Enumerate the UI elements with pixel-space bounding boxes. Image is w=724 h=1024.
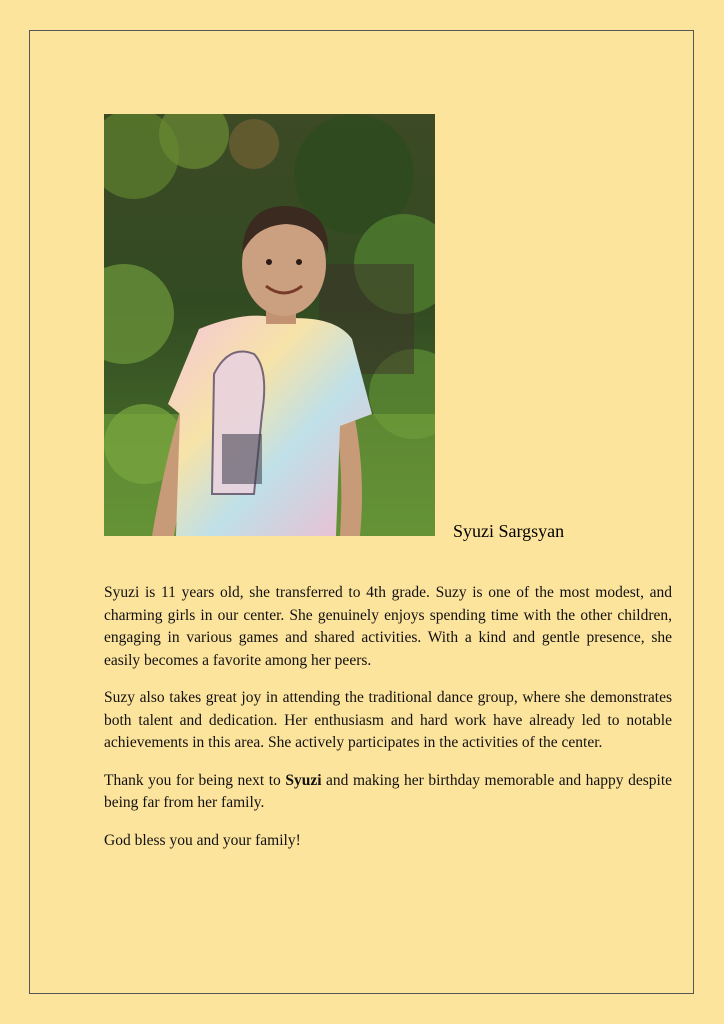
letter-body [104,582,672,867]
thanks-text-start: Thank you for being next to [104,771,286,789]
paragraph-dance: Suzy also takes great joy in attending the traditional dance group, where she demonstrates both talent and dedication. Her enthusiasm and hard work have already led to notable achievements in this area. She actively participates in the activities of the center. [104,689,672,751]
child-name-caption: Syuzi Sargsyan [453,521,565,541]
child-photo [104,114,435,536]
paragraph-intro: Syuzi is 11 years old, she transferred to 4th grade. Suzy is one of the most modest, and charming girls in our center. She genuinely enjoys spending time with the other children, engaging in various games and shared activities. With a kind and gentle presence, she easily becomes a favorite among her peers. [104,584,672,669]
thanks-child-name: Syuzi [285,771,322,789]
thanks-text-end: and making her birthday memorable and happy despite being far from her family. [104,771,673,811]
paragraph-thanks [104,770,672,815]
paragraph-blessing: God bless you and your family! [104,831,301,849]
